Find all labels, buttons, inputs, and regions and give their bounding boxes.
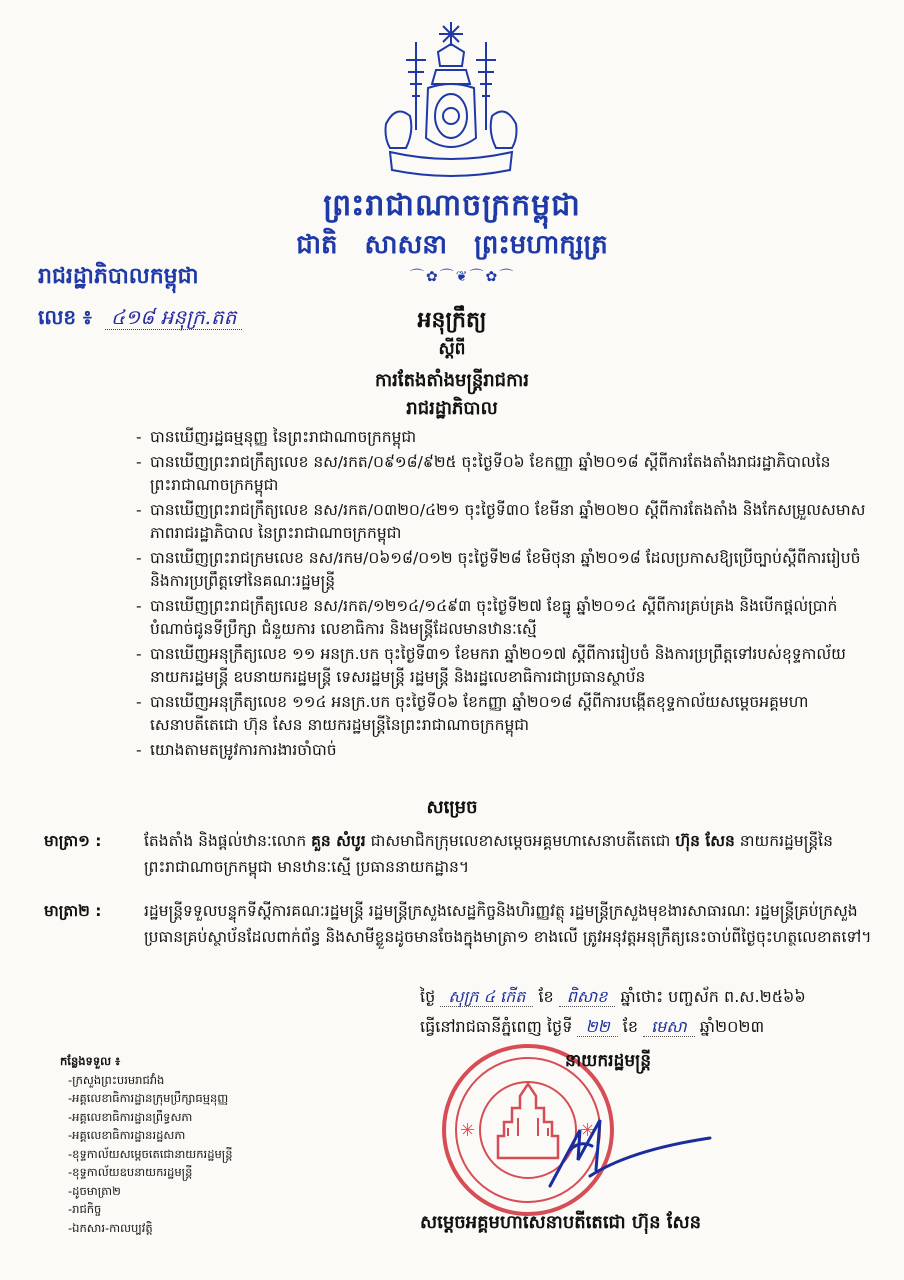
preamble-clause: - បានឃើញរដ្ឋធម្មនុញ្ញ នៃព្រះរាជាណាចក្រកម្ពុជា: [140, 426, 880, 450]
article-1-text-b: ជាសមាជិកក្រុមលេខាសម្តេចអគ្គមហាសេនាបតីតេជោ: [365, 832, 676, 850]
recipient-item: -រាជកិច្ច: [68, 1202, 102, 1216]
place-day: ២២: [577, 1017, 617, 1037]
day-value: សុក្រ ៤ កើត: [440, 987, 533, 1007]
government-name: រាជរដ្ឋាភិបាលកម្ពុជា: [38, 264, 199, 289]
article-1-text-a: តែងតាំង និងផ្តល់ឋានៈលោក: [144, 832, 312, 850]
month-label: ខែ: [538, 987, 554, 1006]
prime-minister-name: ហ៊ុន សែន: [675, 832, 735, 850]
place-label: ធ្វើនៅរាជធានីភ្នំពេញ ថ្ងៃទី: [420, 1017, 573, 1036]
recipient-item: -ដូចមាត្រា២: [68, 1183, 121, 1198]
place-month-label: ខែ: [622, 1017, 638, 1036]
article-1-text: [144, 828, 884, 880]
national-motto: ជាតិ សាសនា ព្រះមហាក្សត្រ: [296, 230, 608, 260]
preamble-clauses: [140, 426, 880, 763]
handwritten-signature: [520, 1090, 720, 1200]
recipient-item: -អគ្គលេខាធិការដ្ឋានក្រុមប្រឹក្សាធម្មនុញ្ញ: [68, 1091, 229, 1105]
svg-text:✳: ✳: [580, 1120, 596, 1141]
royal-coat-of-arms-emblem: [376, 20, 526, 180]
document-type-title: អនុក្រឹត្យ: [417, 308, 487, 333]
month-value: ពិសាខ: [559, 987, 616, 1007]
recipients-list: [60, 1052, 233, 1237]
preamble-clause: - បានឃើញព្រះរាជក្រមលេខ នស/រកម/០៦១៨/០១២ ចុះថ្ងៃទី២៨ ខែមិថុនា ឆ្នាំ២០១៨ ដែលប្រកាសឱ្យប្រើច្បាប់ស្តីពីការរៀបចំ និងការប្រព្រឹត្តទៅនៃគណៈរដ្ឋមន្ត្រី: [140, 547, 880, 594]
recipient-item: -ខុទ្ទកាល័យសម្តេចតេជោនាយករដ្ឋមន្ត្រី: [68, 1146, 233, 1161]
issuer-title: រាជរដ្ឋាភិបាល: [406, 398, 498, 419]
signatory-name: សម្តេចអគ្គមហាសេនាបតីតេជោ ហ៊ុន សែន: [420, 1212, 702, 1233]
decision-heading: សម្រេច: [426, 797, 478, 818]
prime-minister-title: នាយករដ្ឋមន្ត្រី: [565, 1051, 651, 1071]
header-ornament: ⌒✿⌒❦⌒✿⌒: [410, 269, 516, 285]
year-text: ឆ្នាំថោះ បញ្ចស័ក ព.ស.២៥៦៦: [620, 987, 806, 1006]
place-month: មេសា: [643, 1017, 695, 1037]
day-label: ថ្ងៃ: [420, 987, 436, 1006]
place-year: ឆ្នាំ២០២៣: [699, 1017, 765, 1036]
recipients-heading: កន្លែងទទួល ៖: [60, 1054, 121, 1068]
reference-label: លេខ ៖: [38, 305, 92, 329]
place-date-line: [420, 1016, 764, 1040]
article-2-label: មាត្រា២ :: [44, 902, 102, 920]
subject-title: ការតែងតាំងមន្ត្រីរាជការ: [375, 370, 529, 391]
reference-value: ៤១៨ អនុក្រ.តត: [105, 305, 243, 330]
kingdom-title: ព្រះរាជាណាចក្រកម្ពុជា: [323, 188, 581, 223]
article-2-text: រដ្ឋមន្ត្រីទទួលបន្ទុកទីស្តីការគណៈរដ្ឋមន្ត្រី រដ្ឋមន្ត្រីក្រសួងសេដ្ឋកិច្ចនិងហិរញ្ញវត្ថុ រដ្ឋមន្ត្រីក្រសួងមុខងារសាធារណៈ រដ្ឋមន្ត្រីគ្រប់ក្រសួង ប្រធានគ្រប់ស្ថាប័នដែលពាក់ព័ន្ធ និងសាមីខ្លួនដូចមានចែងក្នុងមាត្រា១ ខាងលើ ត្រូវអនុវត្តអនុក្រឹត្យនេះចាប់ពីថ្ងៃចុះហត្ថលេខាតទៅ។: [144, 902, 872, 946]
recipient-item: -ឯកសារ-កាលប្បវត្តិ: [68, 1220, 153, 1235]
article-1-text-c: នាយករដ្ឋមន្ត្រីនៃព្រះរាជាណាចក្រកម្ពុជា មានឋានៈស្មើ ប្រធាននាយកដ្ឋាន។: [144, 832, 833, 876]
recipient-item: -ខុទ្ទកាល័យឧបនាយករដ្ឋមន្ត្រី: [68, 1165, 193, 1179]
subject-label: ស្តីពី: [438, 339, 466, 359]
article-2: [44, 898, 884, 950]
svg-text:✳: ✳: [460, 1120, 476, 1141]
article-1: [44, 828, 884, 880]
preamble-clause: - បានឃើញព្រះរាជក្រឹត្យលេខ នស/រកត/០៩១៨/៩២៥ ចុះថ្ងៃទី០៦ ខែកញ្ញា ឆ្នាំ២០១៨ ស្តីពីការតែងតាំងរាជរដ្ឋាភិបាលនៃព្រះរាជាណាចក្រកម្ពុជា: [140, 451, 880, 498]
preamble-clause: - បានឃើញអនុក្រឹត្យលេខ ១១៤ អនក្រ.បក ចុះថ្ងៃទី០៦ ខែកញ្ញា ឆ្នាំ២០១៨ ស្តីពីការបង្កើតខុទ្ទកាល័យសម្តេចអគ្គមហាសេនាបតីតេជោ ហ៊ុន សែន នាយករដ្ឋមន្ត្រីនៃព្រះរាជាណាចក្រកម្ពុជា: [140, 691, 880, 738]
appointee-name: គួន សំបូរ: [311, 832, 366, 850]
preamble-clause: - បានឃើញព្រះរាជក្រឹត្យលេខ នស/រកត/០៣២០/៤២១ ចុះថ្ងៃទី៣០ ខែមីនា ឆ្នាំ២០២០ ស្តីពីការតែងតាំង និងកែសម្រួលសមាសភាពរាជរដ្ឋាភិបាល នៃព្រះរាជាណាចក្រកម្ពុជា: [140, 499, 880, 546]
article-1-label: មាត្រា១ :: [44, 832, 102, 850]
recipient-item: -អគ្គលេខាធិការដ្ឋានព្រឹទ្ធសភា: [68, 1109, 193, 1124]
recipient-item: -អគ្គលេខាធិការដ្ឋានរដ្ឋសភា: [68, 1128, 186, 1142]
preamble-clause: - បានឃើញអនុក្រឹត្យលេខ ១១ អនក្រ.បក ចុះថ្ងៃទី៣១ ខែមករា ឆ្នាំ២០១៧ ស្តីពីការរៀបចំ និងការប្រព្រឹត្តទៅរបស់ខុទ្ទកាល័យនាយករដ្ឋមន្ត្រី ឧបនាយករដ្ឋមន្ត្រី ទេសរដ្ឋមន្ត្រី រដ្ឋមន្ត្រី និងរដ្ឋលេខាធិការជាប្រធានស្ថាប័ន: [140, 643, 880, 690]
recipient-item: -ក្រសួងព្រះបរមរាជវាំង: [68, 1072, 165, 1087]
lunar-date-line: [420, 986, 806, 1010]
preamble-clause: - យោងតាមតម្រូវការការងារចាំបាច់: [140, 739, 880, 763]
preamble-clause: - បានឃើញព្រះរាជក្រឹត្យលេខ នស/រកត/១២១៤/១៤៩៣ ចុះថ្ងៃទី២៧ ខែធ្នូ ឆ្នាំ២០១៤ ស្តីពីការគ្រប់គ្រង និងបើកផ្តល់ប្រាក់បំណាច់ជូនទីប្រឹក្សា ជំនួយការ លេខាធិការ និងមន្ត្រីដែលមានឋានៈស្មើ: [140, 595, 880, 642]
